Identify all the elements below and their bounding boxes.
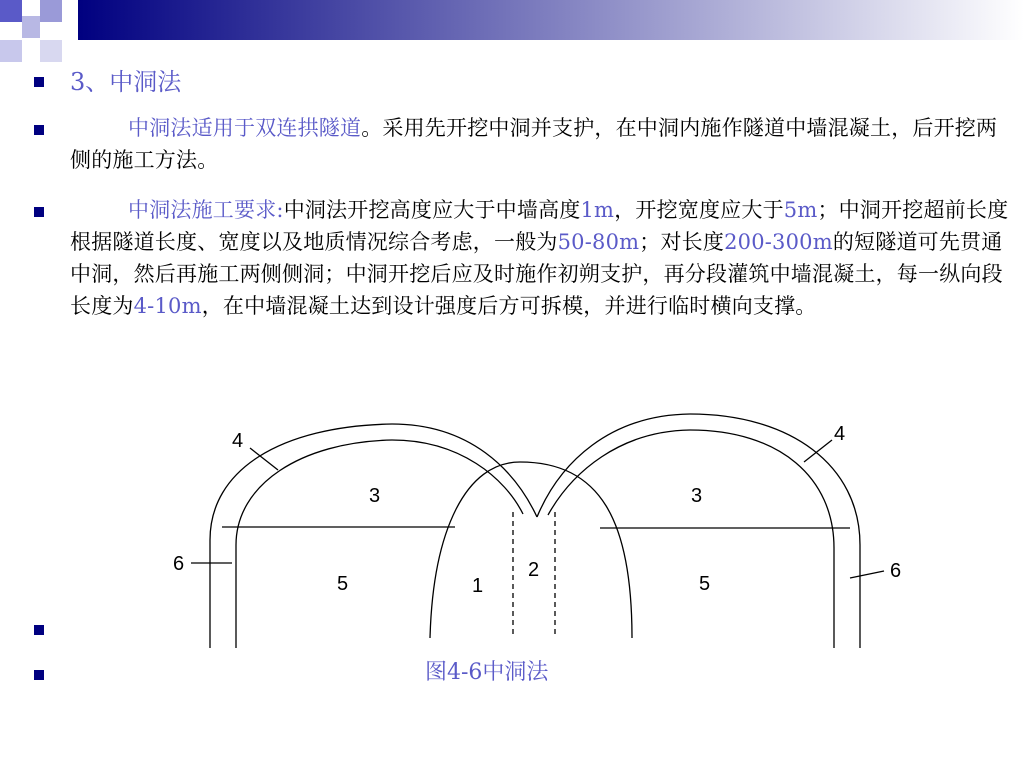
req-text-6: ，在中墙混凝土达到设计强度后方可拆模，并进行临时横向支撑。: [201, 294, 817, 318]
leader-6-right: [850, 571, 884, 578]
label-3-left: 3: [369, 485, 381, 507]
section-title: 3、中洞法: [70, 68, 182, 96]
req-text-2: ，开挖宽度应大于: [614, 198, 784, 222]
figure-caption: 图4-6中洞法: [425, 660, 549, 685]
label-4-left: 4: [232, 430, 244, 452]
leader-4-right: [804, 440, 832, 462]
label-2: 2: [528, 559, 540, 581]
req-value-1: 1m: [580, 198, 615, 222]
label-3-right: 3: [691, 485, 703, 507]
label-5-left: 5: [337, 573, 349, 595]
req-value-3: 50-80m: [557, 230, 640, 254]
bullet-marker: [34, 670, 44, 680]
req-text-4: ；对长度: [639, 230, 725, 254]
label-5-right: 5: [699, 573, 711, 595]
intro-text: 。采用先开挖中洞并支护，在中洞内施作隧道中墙混凝土，后开挖两侧的施工方法。: [70, 116, 998, 172]
center-drift-arch: [430, 462, 632, 638]
req-text-3: ；中洞开挖超前长度根据隧道长度、宽度以及地质情况综合考虑，一般为: [70, 198, 1009, 254]
req-text-5: 的短隧道可先贯通中洞，然后再施工两侧侧洞；中洞开挖后应及时施作初朔支护，再分段灌筑中墙混凝土，每一纵向段长度为: [70, 230, 1003, 318]
right-inner-lining: [548, 430, 834, 648]
label-4-right: 4: [834, 423, 846, 445]
req-text-1: 中洞法开挖高度应大于中墙高度: [283, 198, 581, 222]
left-inner-lining: [236, 440, 523, 648]
requirements-heading: 中洞法施工要求:: [128, 198, 284, 222]
req-value-4: 200-300m: [724, 230, 833, 254]
req-value-5: 4-10m: [133, 294, 202, 318]
label-6-right: 6: [890, 560, 902, 582]
intro-highlight: 中洞法适用于双连拱隧道: [128, 116, 362, 140]
req-value-2: 5m: [783, 198, 818, 222]
bullet-marker: [34, 625, 44, 635]
label-1: 1: [472, 575, 484, 597]
label-6-left: 6: [173, 553, 185, 575]
right-outer-lining: [537, 414, 860, 648]
left-outer-lining: [210, 424, 540, 648]
